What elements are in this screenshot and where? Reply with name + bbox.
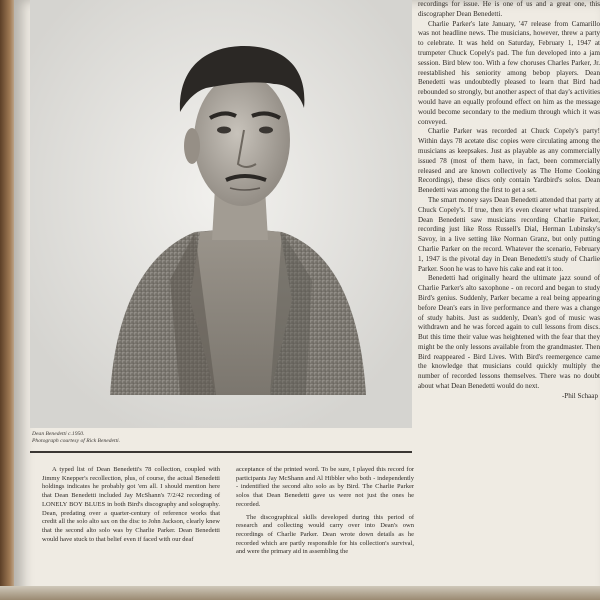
sidebar-paragraph: Charlie Parker was recorded at Chuck Copely's party! Within days 78 acetate disc copies were circulating among the musicians as keepsakes. Just as playable as any commercially issued 78 (most of them have, in fact, been commercially released and are known collectively as The Home Cooking Recordings), these discs only contain Yardbird's solos. Dean Benedetti was among the first to get a set. bbox=[418, 127, 600, 195]
portrait-photo bbox=[30, 0, 412, 428]
main-body-text bbox=[42, 466, 414, 586]
page-bottom-edge bbox=[0, 586, 600, 600]
body-paragraph: The discographical skills developed during this period of research and collecting would carry over into Dean's own recordings of Charlie Parker. Dean wrote down details as he recorded which are partly responsible for his collection's survival, and were the primary aid in assembling the bbox=[236, 513, 414, 556]
photo-caption-title: Dean Benedetti c.1950. bbox=[32, 431, 85, 437]
photo-credit: Photograph courtesy of Rick Benedetti. bbox=[32, 438, 121, 444]
sidebar-paragraph: Benedetti had originally heard the ultimate jazz sound of Charlie Parker's alto saxophone - on record and began to study Bird's genius. Suddenly, Parker became a real being appearing before Dean's ears in live performance and there was a change of study habits. Just as suddenly, Dean's god of music was withdrawn and he was forced again to cull lessons from discs. But this time their value was heightened with the fear that they might be the only lessons available from the grandmaster. Then Bird reappeared - Bird Lives. With Bird's reemergence came the knowledge that musicians could quickly multiply the number of recorded lessons themselves. There was no doubt about what Dean Benedetti would do next. bbox=[418, 274, 600, 391]
sidebar-column bbox=[418, 0, 600, 412]
body-paragraph: acceptance of the printed word. To be sure, I played this record for participants Jay McShann and Al Hibbler who both - independently - indentified the second alto solo as by Bird. The Charlie Parker solos that Dean Benedetti gave us were not just the ones he recorded. bbox=[236, 466, 414, 508]
sidebar-paragraph: Charlie Parker's late January, '47 release from Camarillo was not headline news. The musicians, however, threw a party to celebrate. It was held on Saturday, February 1, 1947 at trumpeter Chuck Copely's pad. The fun developed into a jam session. Bird blew too. With a few choruses Charles Parker, Jr. reestablished his seniority among bebop players. Dean Benedetti was undoubtedly pleased to learn that Bird had rebounded so strongly, but another aspect of that day's activities would have an equally profound effect on him as the message would become secondary to the medium through which it was conveyed. bbox=[418, 19, 600, 126]
author-signature: -Phil Schaap bbox=[561, 391, 598, 400]
body-paragraph: A typed list of Dean Benedetti's 78 collection, coupled with Jimmy Knepper's recollection, plus, of course, the actual Benedetti holdings indicates he probably got 'em all. I should mention here that Dean Benedetti included Jay McShann's 7/2/42 recording of LONELY BOY BLUES in both Bird's discography and solography. Dean, predating over a quarter-century of reference works that credit all the solo alto sax on the disc to John Jackson, clearly knew that the second alto solo was by Charlie Parker. Dean Benedetti would have stuck to that belief even if faced with our deaf bbox=[42, 466, 220, 543]
sidebar-paragraph: recordings for issue. He is one of us and a great one, this discographer Dean Benedetti. bbox=[418, 0, 600, 18]
sidebar-paragraph: The smart money says Dean Benedetti attended that party at Chuck Copely's. If true, then it's even clearer what transpired. Dean Benedetti saw musicians recording Charlie Parker, recording just like Ross Russell's Dial, Herman Lubinsky's Savoy, in a live setting like Norman Granz, but only putting Charlie Parker on the record. Whatever the scenario, February 1, 1947 is the pivotal day in Dean Benedetti's study of Charlie Parker. Soon he was to have his cake and eat it too. bbox=[418, 195, 600, 273]
photo-caption bbox=[32, 431, 412, 445]
section-divider bbox=[30, 451, 412, 453]
